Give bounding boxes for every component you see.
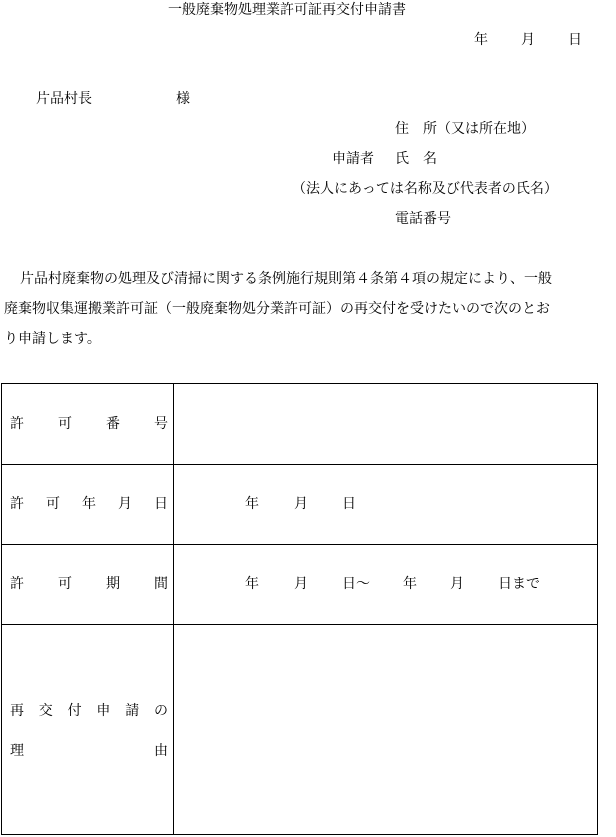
form-title: 一般廃棄物処理業許可証再交付申請書 [168, 2, 406, 18]
applicant-label: 申請者 [332, 151, 374, 167]
body-line-2: 廃棄物収集運搬業許可証（一般廃棄物処分業許可証）の再交付を受けたいので次のとお [4, 301, 550, 317]
table-divider [2, 624, 597, 625]
table-column-divider [173, 384, 174, 834]
row-permit-date-year: 年 [245, 496, 259, 512]
row-period-end-year: 年 [403, 576, 417, 592]
phone-label: 電話番号 [395, 211, 451, 227]
addressee-name: 片品村長 [36, 91, 92, 107]
body-line-3: り申請します。 [4, 331, 101, 347]
row-period-end-day: 日まで [498, 576, 540, 592]
table-divider [2, 544, 597, 545]
row-reason-label-line2: 理 由 [10, 743, 168, 759]
row-permit-period-label: 許 可 期 間 [10, 576, 168, 592]
row-permit-date-label: 許 可 年 月 日 [10, 496, 168, 512]
row-permit-date-month: 月 [294, 496, 308, 512]
addressee-honorific: 様 [176, 91, 190, 107]
row-period-start-day: 日～ [342, 576, 370, 592]
row-period-start-year: 年 [245, 576, 259, 592]
request-table [1, 383, 598, 835]
body-line-1: 片品村廃棄物の処理及び清掃に関する条例施行規則第４条第４項の規定により、一般 [20, 271, 552, 287]
table-divider [2, 464, 597, 465]
address-label: 住 所（又は所在地） [395, 121, 535, 137]
date-day-label: 日 [568, 32, 582, 48]
date-year-label: 年 [474, 32, 488, 48]
date-month-label: 月 [521, 32, 535, 48]
name-label: 氏 名 [395, 151, 437, 167]
row-permit-date-day: 日 [342, 496, 356, 512]
row-period-start-month: 月 [294, 576, 308, 592]
row-reason-label-line1: 再 交 付 申 請 の [10, 703, 168, 719]
corporate-note: （法人にあっては名称及び代表者の氏名） [292, 181, 558, 197]
row-period-end-month: 月 [450, 576, 464, 592]
row-permit-number-label: 許 可 番 号 [10, 416, 168, 432]
